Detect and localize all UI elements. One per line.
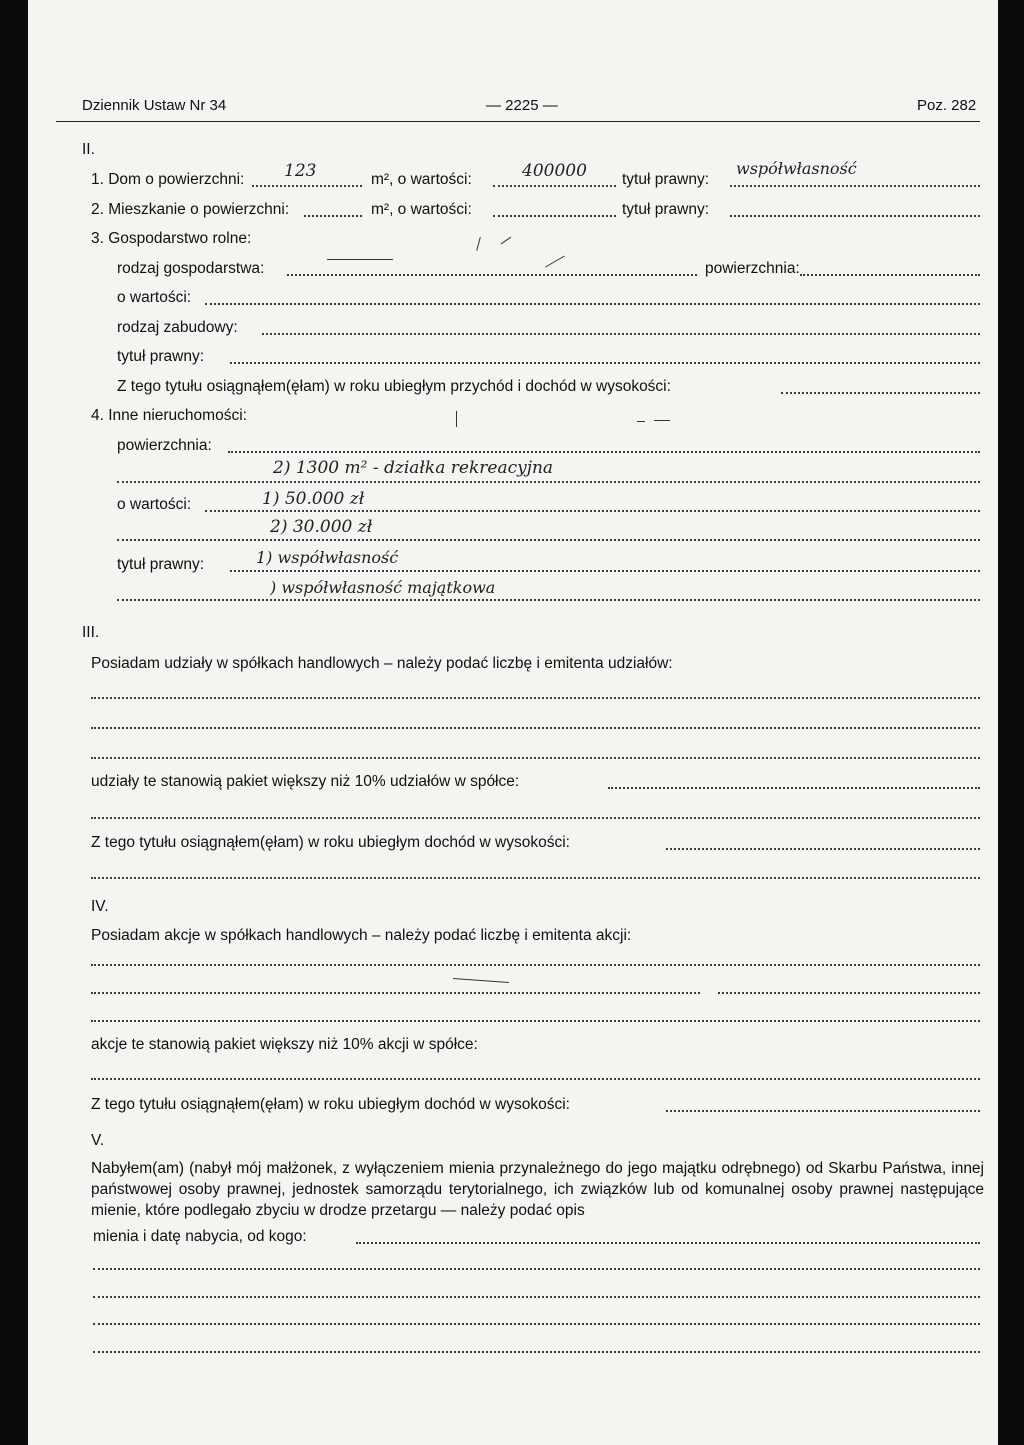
inne-powierzchnia-line: [228, 451, 980, 453]
udzialy-line-3: [91, 757, 980, 759]
udzialy-label: Posiadam udziały w spółkach handlowych – należy podać liczbę i emitenta udziałów:: [91, 655, 673, 672]
akcje-line-3: [91, 1020, 980, 1022]
header-journal: Dziennik Ustaw Nr 34: [82, 97, 227, 114]
akcje-line-1: [91, 964, 980, 966]
hw-inne-wartosc-1: 1) 50.000 zł: [262, 489, 365, 509]
akcje-line-2b: [718, 992, 980, 994]
inne-o-wartosci-label: o wartości:: [117, 496, 192, 513]
akcje-dochod-label: Z tego tytułu osiągnąłem(ęłam) w roku ubiegłym dochód w wysokości:: [91, 1096, 570, 1113]
section-v-line-0: [356, 1242, 980, 1244]
section-v-line-3: [93, 1323, 980, 1325]
header-page-number: — 2225 —: [486, 97, 558, 114]
section-iv-title: IV.: [91, 898, 109, 915]
rodzaj-gospodarstwa-line: [287, 274, 697, 276]
mieszkanie-tytul-line: [730, 215, 980, 217]
section-iii-title: III.: [82, 624, 100, 641]
hw-dash-mark-1: [637, 421, 645, 422]
przychod-label: Z tego tytułu osiągnąłem(ęłam) w roku ubiegłym przychód i dochód w wysokości:: [117, 378, 671, 395]
dom-label: 1. Dom o powierzchni:: [91, 171, 245, 188]
udzialy-dochod-line-2: [91, 877, 980, 879]
dom-area-line: [252, 185, 362, 187]
section-v-paragraph: Nabyłem(am) (nabył mój małżonek, z wyłączeniem mienia przynależnego do jego majątku odrębnego) od Skarbu Państwa, innej państwowej osoby prawnej, jednostek samorządu terytorialnego, ich związków lub od komunalnej osoby prawnej następujące mienie, które podlegało zbyciu w drodze przetargu — należy podać opis: [91, 1160, 984, 1219]
hw-inne-powierzchnia: 2) 1300 m² - działka rekreacyjna: [273, 458, 554, 478]
hw-dash-stroke: [327, 259, 393, 260]
inne-o-wartosci-line-2: [117, 539, 980, 541]
udzialy-line-2: [91, 727, 980, 729]
akcje-label: Posiadam akcje w spółkach handlowych – należy podać liczbę i emitenta akcji:: [91, 927, 632, 944]
inne-o-wartosci-line: [205, 510, 980, 512]
hw-dash-mark-2: [654, 420, 670, 421]
tytul-prawny-line: [230, 362, 980, 364]
inne-tytul-line-2: [117, 599, 980, 601]
dom-m2-label: m², o wartości:: [371, 171, 472, 188]
o-wartosci-label: o wartości:: [117, 289, 192, 306]
dom-tytul-label: tytuł prawny:: [622, 171, 710, 188]
mieszkanie-value-line: [493, 215, 616, 217]
hw-inne-wartosc-2: 2) 30.000 zł: [270, 517, 373, 537]
rodzaj-zabudowy-label: rodzaj zabudowy:: [117, 319, 238, 336]
udzialy-dochod-line: [666, 848, 980, 850]
powierzchnia-label: powierzchnia:: [705, 260, 800, 277]
section-ii-title: II.: [82, 141, 95, 158]
section-v-line-4: [93, 1351, 980, 1353]
header-position: Poz. 282: [917, 97, 977, 114]
header-rule: [56, 121, 980, 122]
udzialy-pakiet-line: [608, 787, 980, 789]
mieszkanie-area-line: [304, 215, 362, 217]
udzialy-pakiet-line-2: [91, 817, 980, 819]
powierzchnia-line: [800, 274, 980, 276]
o-wartosci-line: [205, 303, 980, 305]
dom-value-line: [493, 185, 616, 187]
section-v-title: V.: [91, 1132, 105, 1149]
udzialy-line-1: [91, 697, 980, 699]
inne-label: 4. Inne nieruchomości:: [91, 407, 247, 424]
dom-tytul-value: współwłasność: [736, 159, 857, 178]
mieszkanie-m2-label: m², o wartości:: [371, 201, 472, 218]
dom-tytul-line: [730, 185, 980, 187]
mieszkanie-label: 2. Mieszkanie o powierzchni:: [91, 201, 290, 218]
section-v-last-line: mienia i datę nabycia, od kogo:: [93, 1228, 307, 1245]
dom-value: 400000: [522, 161, 587, 181]
akcje-pakiet-line: [91, 1078, 980, 1080]
akcje-pakiet-label: akcje te stanowią pakiet większy niż 10% akcji w spółce:: [91, 1036, 478, 1053]
rodzaj-gospodarstwa-label: rodzaj gospodarstwa:: [117, 260, 265, 277]
udzialy-dochod-label: Z tego tytułu osiągnąłem(ęłam) w roku ubiegłym dochód w wysokości:: [91, 834, 570, 851]
tytul-prawny-label: tytuł prawny:: [117, 348, 205, 365]
inne-tytul-label: tytuł prawny:: [117, 556, 205, 573]
hw-bracket-mark: [456, 411, 458, 427]
hw-inne-tytul-1: 1) współwłasność: [256, 548, 399, 567]
rodzaj-zabudowy-line: [262, 333, 980, 335]
section-v-line-2: [93, 1296, 980, 1298]
udzialy-pakiet-label: udziały te stanowią pakiet większy niż 10% udziałów w spółce:: [91, 773, 520, 790]
przychod-line: [781, 392, 980, 394]
section-v-line-1: [93, 1268, 980, 1270]
inne-powierzchnia-line-2: [117, 481, 980, 483]
inne-tytul-line: [230, 570, 980, 572]
akcje-line-2a: [91, 992, 700, 994]
hw-inne-tytul-2: ) współwłasność majątkowa: [270, 578, 496, 597]
dom-area-value: 123: [284, 161, 317, 181]
mieszkanie-tytul-label: tytuł prawny:: [622, 201, 710, 218]
inne-powierzchnia-label: powierzchnia:: [117, 437, 212, 454]
akcje-dochod-line: [666, 1110, 980, 1112]
gospodarstwo-label: 3. Gospodarstwo rolne:: [91, 230, 252, 247]
